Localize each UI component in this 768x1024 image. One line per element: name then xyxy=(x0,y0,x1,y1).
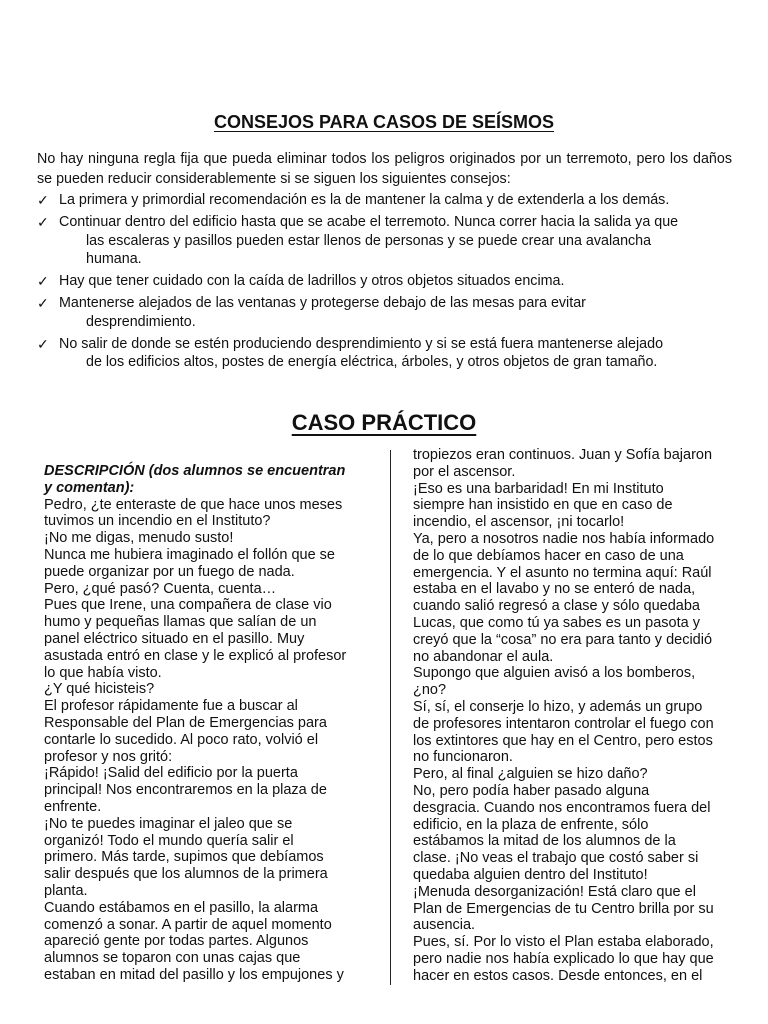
dialogue-line: primero. Más tarde, supimos que debíamos xyxy=(44,849,324,866)
tip-item xyxy=(37,294,732,331)
dialogue-line: salir después que los alumnos de la primera xyxy=(44,866,328,883)
tip-text: Hay que tener cuidado con la caída de ladrillos y otros objetos situados encima. xyxy=(59,273,565,289)
dialogue-line: por el ascensor. xyxy=(413,463,516,480)
dialogue-line: enfrente. xyxy=(44,798,102,815)
tip-text: La primera y primordial recomendación es la de mantener la calma y de extenderla a los demás. xyxy=(59,192,670,208)
check-icon: ✓ xyxy=(37,192,49,208)
tip-item xyxy=(37,335,732,372)
dialogue-line: clase. ¡No veas el trabajo que costó saber si xyxy=(413,850,699,867)
tip-text-continued: humana. xyxy=(86,251,142,267)
dialogue-line: Responsable del Plan de Emergencias para xyxy=(44,714,327,731)
dialogue-line: pero nadie nos había explicado lo que hay que xyxy=(413,950,714,967)
tip-text-continued: de los edificios altos, postes de energía eléctrica, árboles, y otros objetos de gran tamaño. xyxy=(86,354,658,370)
dialogue-line: alumnos se toparon con unas cajas que xyxy=(44,950,301,967)
tip-text: No salir de donde se estén produciendo desprendimiento y si se está fuera mantenerse alejado xyxy=(59,335,664,352)
dialogue-line: Plan de Emergencias de tu Centro brilla por su xyxy=(413,900,714,917)
dialogue-line: Pues que Irene, una compañera de clase vio xyxy=(44,597,332,614)
section-title: CASO PRÁCTICO xyxy=(291,410,477,435)
dialogue-line: no funcionaron. xyxy=(413,749,513,766)
dialogue-line: cuando salió regresó a clase y sólo quedaba xyxy=(413,598,700,615)
dialogue-line: creyó que la “cosa” no era para tanto y decidió xyxy=(413,631,713,648)
dialogue-line: Pedro, ¿te enteraste de que hace unos meses xyxy=(44,496,343,513)
dialogue-line: los extintores que hay en el Centro, pero estos xyxy=(413,732,713,749)
dialogue-line: quedaba alguien dentro del Instituto! xyxy=(413,866,648,883)
dialogue-line: siempre han insistido en que en caso de xyxy=(413,497,673,514)
dialogue-line: ¡No me digas, menudo susto! xyxy=(44,530,234,547)
dialogue-line: panel eléctrico situado en el pasillo. Muy xyxy=(44,630,305,647)
column-divider xyxy=(390,450,391,985)
tip-item xyxy=(37,191,732,210)
dialogue-line: ausencia. xyxy=(413,917,476,934)
dialogue-line: puede organizar por un fuego de nada. xyxy=(44,563,295,580)
dialogue-line: de profesores intentaron controlar el fuego con xyxy=(413,715,714,732)
tip-item xyxy=(37,272,732,291)
right-column xyxy=(413,447,743,985)
dialogue-line: No, pero podía haber pasado alguna xyxy=(413,782,650,799)
check-icon: ✓ xyxy=(37,295,49,311)
dialogue-line: Nunca me hubiera imaginado el follón que se xyxy=(44,546,335,563)
dialogue-line: de lo que debíamos hacer en caso de una xyxy=(413,547,684,564)
dialogue-line: organizó! Todo el mundo quería salir el xyxy=(44,832,294,849)
dialogue-line: El profesor rápidamente fue a buscar al xyxy=(44,698,298,715)
dialogue-line: emergencia. Y el asunto no termina aquí: Raúl xyxy=(413,564,712,581)
dialogue-line: asustada entró en clase y le explicó al profesor xyxy=(44,647,347,664)
intro-line: No hay ninguna regla fija que pueda eliminar todos los peligros originados por un terremoto, pero los xyxy=(37,151,689,167)
dialogue-line: Pero, al final ¿alguien se hizo daño? xyxy=(413,766,648,783)
description-heading-line: y comentan): xyxy=(44,479,135,496)
dialogue-line: ¿no? xyxy=(413,682,447,699)
dialogue-line: desgracia. Cuando nos encontramos fuera del xyxy=(413,799,711,816)
tip-text-continued: desprendimiento. xyxy=(86,313,196,330)
dialogue-line: no abandonar el aula. xyxy=(413,648,554,665)
tip-item xyxy=(37,213,732,269)
dialogue-line: ¡Eso es una barbaridad! En mi Instituto xyxy=(413,480,664,497)
intro-paragraph xyxy=(37,150,732,189)
dialogue-line: Ya, pero a nosotros nadie nos había informado xyxy=(413,530,715,547)
dialogue-line: Lucas, que como tú ya sabes es un pasota y xyxy=(413,614,700,631)
dialogue-line: planta. xyxy=(44,882,88,899)
description-heading-line: DESCRIPCIÓN (dos alumnos se encuentran xyxy=(44,463,346,479)
dialogue-line: Pues, sí. Por lo visto el Plan estaba elaborado, xyxy=(413,934,714,951)
dialogue-line: ¡Rápido! ¡Salid del edificio por la puerta xyxy=(44,765,298,782)
dialogue-line: contarle lo sucedido. Al poco rato, volvió el xyxy=(44,731,319,748)
dialogue-line: profesor y nos gritó: xyxy=(44,748,173,765)
dialogue-line: comenzó a sonar. A partir de aquel momento xyxy=(44,916,332,933)
check-icon: ✓ xyxy=(37,214,49,230)
left-column xyxy=(44,463,374,984)
dialogue-line: estaban en mitad del pasillo y los empujones y xyxy=(44,966,344,983)
dialogue-line: Cuando estábamos en el pasillo, la alarma xyxy=(44,899,319,916)
dialogue-line: Supongo que alguien avisó a los bomberos, xyxy=(413,665,696,682)
dialogue-line: lo que había visto. xyxy=(44,664,162,681)
dialogue-line: Pero, ¿qué pasó? Cuenta, cuenta… xyxy=(44,580,277,597)
check-icon: ✓ xyxy=(37,273,49,289)
dialogue-line: estábamos la mitad de los alumnos de la xyxy=(413,833,676,850)
dialogue-line: tuvimos un incendio en el Instituto? xyxy=(44,513,271,530)
dialogue-line: ¡No te puedes imaginar el jaleo que se xyxy=(44,815,293,832)
tip-text-continued: las escaleras y pasillos pueden estar llenos de personas y se puede crear una avalancha xyxy=(86,232,652,249)
dialogue-line: humo y pequeñas llamas que salían de un xyxy=(44,614,317,631)
tip-text: Continuar dentro del edificio hasta que se acabe el terremoto. Nunca correr hacia la salida ya que xyxy=(59,214,679,230)
dialogue-line: incendio, el ascensor, ¡ni tocarlo! xyxy=(413,514,625,531)
dialogue-line: edificio, en la plaza de enfrente, sólo xyxy=(413,816,649,833)
dialogue-line: estaba en el lavabo y no se enteró de nada, xyxy=(413,581,696,598)
dialogue-line: principal! Nos encontraremos en la plaza de xyxy=(44,782,327,799)
check-icon: ✓ xyxy=(37,335,49,352)
dialogue-line: tropiezos eran continuos. Juan y Sofía bajaron xyxy=(413,447,713,463)
dialogue-line: hacer en estos casos. Desde entonces, en el xyxy=(413,967,703,984)
dialogue-line: Sí, sí, el conserje lo hizo, y además un grupo xyxy=(413,698,703,715)
dialogue-line: ¡Menuda desorganización! Está claro que el xyxy=(413,883,696,900)
tips-list xyxy=(37,191,732,375)
page-title: CONSEJOS PARA CASOS DE SEÍSMOS xyxy=(213,112,555,132)
intro-line: daños se pueden reducir considerablemente si se siguen los siguientes consejos: xyxy=(37,151,732,187)
tip-text: Mantenerse alejados de las ventanas y protegerse debajo de las mesas para evitar xyxy=(59,295,586,311)
dialogue-line: ¿Y qué hicisteis? xyxy=(44,681,155,698)
dialogue-line: apareció gente por todas partes. Algunos xyxy=(44,933,309,950)
